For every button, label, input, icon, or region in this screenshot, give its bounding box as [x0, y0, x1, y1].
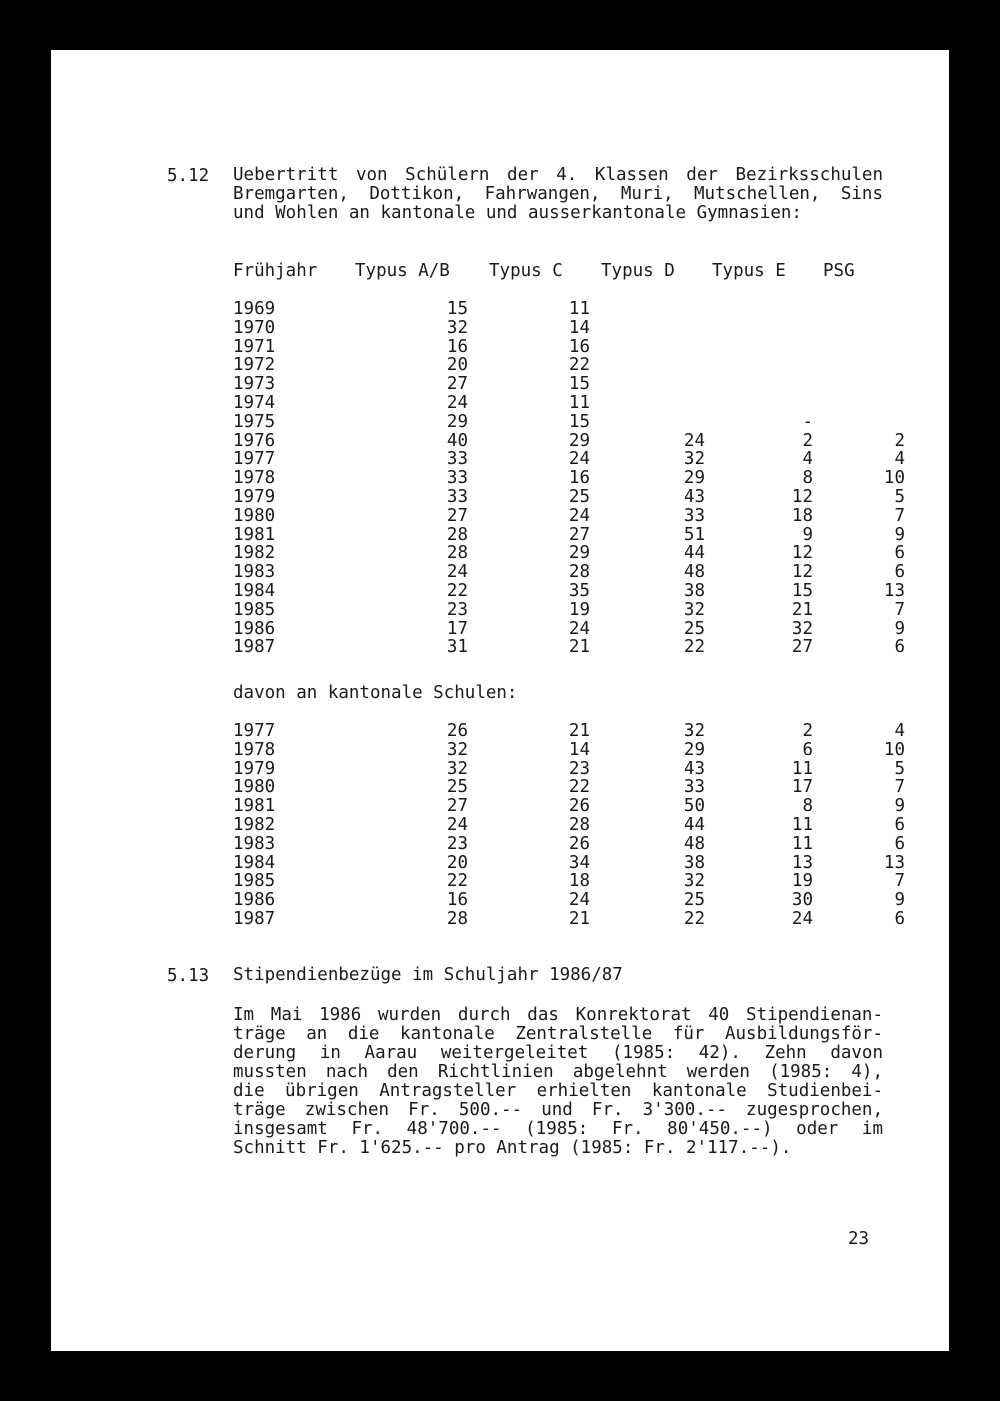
body-line: derung in Aarau weitergeleitet (1985: 42). Zehn davon	[233, 1043, 883, 1063]
section-number-5-12: 5.12	[167, 166, 210, 186]
cell-typus-c: 24	[568, 449, 590, 470]
table-row	[233, 393, 590, 413]
cell-psg: 9	[894, 618, 905, 639]
cell-typus-e: 19	[791, 871, 813, 892]
page-number: 23	[848, 1229, 870, 1249]
table-row	[233, 524, 905, 545]
table-row	[233, 909, 905, 929]
cell-typus-ab: 27	[446, 374, 468, 395]
cell-typus-d: 32	[683, 449, 705, 470]
cell-typus-ab: 22	[446, 871, 468, 892]
body-line: Schnitt Fr. 1'625.-- pro Antrag (1985: Fr. 2'117.--).	[233, 1138, 792, 1158]
cell-typus-ab: 16	[446, 890, 468, 911]
table-row	[233, 317, 590, 338]
cell-typus-e: 12	[791, 487, 813, 507]
header-psg: PSG	[823, 261, 855, 281]
header-typus-c: Typus C	[489, 261, 563, 281]
cell-typus-e: 8	[802, 468, 813, 489]
cell-typus-d: 32	[683, 871, 705, 892]
cell-typus-d: 25	[683, 890, 705, 911]
header-typus-e: Typus E	[712, 261, 786, 281]
cell-year: 1977	[233, 449, 276, 470]
section-5-13-body	[233, 1006, 883, 1158]
cell-typus-c: 19	[568, 599, 590, 620]
cell-typus-ab: 32	[446, 758, 468, 779]
cell-typus-c: 24	[568, 505, 590, 526]
cell-typus-e: 30	[791, 890, 813, 911]
cell-typus-d: 32	[683, 721, 705, 741]
cell-typus-ab: 31	[446, 637, 468, 658]
cell-typus-c: 28	[568, 562, 590, 583]
cell-typus-e: 18	[791, 505, 813, 526]
table-row	[233, 721, 905, 741]
cell-typus-c: 29	[568, 543, 590, 564]
table-row	[233, 796, 905, 817]
subheading-kantonal: davon an kantonale Schulen:	[233, 683, 518, 703]
table-row	[233, 871, 905, 892]
body-line: die übrigen Antragsteller erhielten kantonale Studienbei-	[233, 1081, 883, 1101]
table-row	[233, 468, 905, 489]
cell-typus-c: 14	[568, 739, 590, 760]
cell-typus-d: 25	[683, 618, 705, 639]
cell-psg: 10	[883, 739, 905, 760]
cell-typus-ab: 27	[446, 796, 468, 817]
cell-year: 1985	[233, 599, 276, 620]
table-row	[233, 833, 905, 854]
cell-year: 1979	[233, 758, 276, 779]
cell-typus-e: 11	[791, 758, 813, 779]
cell-year: 1985	[233, 871, 276, 892]
cell-typus-ab: 24	[446, 815, 468, 835]
cell-year: 1975	[233, 411, 276, 432]
cell-year: 1983	[233, 833, 276, 854]
cell-typus-e: 24	[791, 909, 813, 929]
cell-typus-c: 34	[568, 852, 590, 873]
cell-typus-ab: 32	[446, 739, 468, 760]
cell-typus-d: 44	[683, 815, 705, 835]
section-5-12-heading	[233, 166, 883, 223]
table-header-row	[233, 262, 883, 281]
cell-typus-ab: 20	[446, 852, 468, 873]
table-row	[233, 487, 905, 507]
cell-typus-c: 21	[568, 637, 590, 658]
cell-psg: 6	[894, 909, 905, 929]
cell-psg: 10	[883, 468, 905, 489]
cell-typus-c: 35	[568, 581, 590, 601]
body-line: insgesamt Fr. 48'700.-- (1985: Fr. 80'450.--) oder im	[233, 1119, 883, 1139]
table-row	[233, 581, 905, 601]
cell-psg: 13	[883, 852, 905, 873]
cell-typus-c: 25	[568, 487, 590, 507]
table-row	[233, 355, 590, 376]
cell-typus-c: 22	[568, 355, 590, 376]
body-line: mussten nach den Richtlinien abgelehnt werden (1985: 4),	[233, 1062, 883, 1082]
cell-typus-e: 11	[791, 815, 813, 835]
header-fruehjahr: Frühjahr	[233, 261, 318, 281]
cell-typus-e: 15	[791, 581, 813, 601]
cell-typus-c: 21	[568, 721, 590, 741]
table-row	[233, 449, 905, 470]
cell-typus-c: 24	[568, 618, 590, 639]
cell-typus-e: 2	[802, 430, 813, 451]
table-row	[233, 618, 905, 639]
cell-typus-d: 29	[683, 739, 705, 760]
table-row	[233, 430, 905, 451]
cell-typus-c: 21	[568, 909, 590, 929]
cell-typus-c: 26	[568, 796, 590, 817]
table-row	[233, 543, 905, 564]
cell-typus-d: 38	[683, 852, 705, 873]
cell-typus-ab: 25	[446, 777, 468, 798]
cell-psg: 5	[894, 758, 905, 779]
cell-typus-ab: 40	[446, 430, 468, 451]
cell-typus-c: 27	[568, 524, 590, 545]
table-row	[233, 411, 813, 432]
cell-typus-c: 14	[568, 317, 590, 338]
cell-year: 1976	[233, 430, 276, 451]
heading-line: Bremgarten, Dottikon, Fahrwangen, Muri, Mutschellen, Sins	[233, 184, 883, 204]
cell-typus-d: 43	[683, 758, 705, 779]
cell-typus-e: 9	[802, 524, 813, 545]
cell-typus-c: 22	[568, 777, 590, 798]
cell-psg: 6	[894, 637, 905, 658]
cell-typus-e: 6	[802, 739, 813, 760]
cell-typus-ab: 26	[446, 721, 468, 741]
cell-typus-d: 33	[683, 777, 705, 798]
cell-typus-c: 15	[568, 374, 590, 395]
cell-year: 1984	[233, 852, 276, 873]
cell-typus-d: 33	[683, 505, 705, 526]
cell-typus-ab: 32	[446, 317, 468, 338]
cell-typus-e: 17	[791, 777, 813, 798]
table-row	[233, 758, 905, 779]
cell-typus-d: 43	[683, 487, 705, 507]
table-row	[233, 599, 905, 620]
cell-typus-ab: 33	[446, 487, 468, 507]
cell-year: 1969	[233, 299, 276, 319]
cell-year: 1980	[233, 505, 276, 526]
cell-psg: 9	[894, 796, 905, 817]
cell-typus-e: 11	[791, 833, 813, 854]
cell-typus-c: 11	[568, 299, 590, 319]
cell-year: 1978	[233, 468, 276, 489]
cell-psg: 2	[894, 430, 905, 451]
cell-typus-c: 16	[568, 468, 590, 489]
cell-typus-d: 24	[683, 430, 705, 451]
cell-typus-c: 15	[568, 411, 590, 432]
cell-typus-c: 11	[568, 393, 590, 413]
section-5-13-title: Stipendienbezüge im Schuljahr 1986/87	[233, 965, 623, 985]
table-row	[233, 852, 905, 873]
cell-year: 1987	[233, 637, 276, 658]
cell-year: 1971	[233, 336, 276, 357]
header-typus-ab: Typus A/B	[355, 261, 450, 281]
cell-psg: 9	[894, 890, 905, 911]
cell-psg: 7	[894, 777, 905, 798]
cell-year: 1983	[233, 562, 276, 583]
cell-year: 1981	[233, 796, 276, 817]
cell-typus-e: 4	[802, 449, 813, 470]
cell-typus-ab: 24	[446, 562, 468, 583]
cell-typus-ab: 23	[446, 833, 468, 854]
cell-typus-d: 29	[683, 468, 705, 489]
cell-year: 1982	[233, 543, 276, 564]
cell-year: 1980	[233, 777, 276, 798]
table-row	[233, 890, 905, 911]
body-line: träge zwischen Fr. 500.-- und Fr. 3'300.-- zugesprochen,	[233, 1100, 883, 1120]
cell-typus-ab: 23	[446, 599, 468, 620]
cell-year: 1970	[233, 317, 276, 338]
cell-typus-d: 38	[683, 581, 705, 601]
cell-year: 1986	[233, 890, 276, 911]
cell-typus-e: 27	[791, 637, 813, 658]
cell-typus-ab: 24	[446, 393, 468, 413]
cell-typus-d: 22	[683, 909, 705, 929]
cell-typus-c: 18	[568, 871, 590, 892]
table-row	[233, 336, 590, 357]
cell-psg: 6	[894, 815, 905, 835]
cell-psg: 6	[894, 543, 905, 564]
table-row	[233, 637, 905, 658]
cell-typus-ab: 28	[446, 909, 468, 929]
cell-typus-ab: 29	[446, 411, 468, 432]
cell-typus-c: 28	[568, 815, 590, 835]
table-row	[233, 777, 905, 798]
cell-typus-ab: 28	[446, 524, 468, 545]
cell-typus-ab: 33	[446, 468, 468, 489]
cell-typus-d: 22	[683, 637, 705, 658]
cell-typus-ab: 20	[446, 355, 468, 376]
cell-psg: 7	[894, 599, 905, 620]
table-row	[233, 505, 905, 526]
cell-year: 1984	[233, 581, 276, 601]
cell-typus-ab: 33	[446, 449, 468, 470]
cell-year: 1977	[233, 721, 276, 741]
cell-psg: 6	[894, 833, 905, 854]
cell-typus-e: 12	[791, 543, 813, 564]
cell-typus-e: 13	[791, 852, 813, 873]
cell-typus-ab: 15	[446, 299, 468, 319]
cell-year: 1979	[233, 487, 276, 507]
table-row	[233, 739, 905, 760]
table-row	[233, 562, 905, 583]
body-line: Im Mai 1986 wurden durch das Konrektorat 40 Stipendienan-	[233, 1005, 883, 1025]
header-typus-d: Typus D	[601, 261, 675, 281]
cell-psg: 13	[883, 581, 905, 601]
cell-psg: 4	[894, 721, 905, 741]
cell-psg: 9	[894, 524, 905, 545]
cell-typus-e: 12	[791, 562, 813, 583]
cell-typus-ab: 17	[446, 618, 468, 639]
cell-typus-d: 44	[683, 543, 705, 564]
heading-line: Uebertritt von Schülern der 4. Klassen der Bezirksschulen	[233, 165, 883, 185]
cell-psg: 5	[894, 487, 905, 507]
section-number-5-13: 5.13	[167, 966, 210, 986]
cell-typus-ab: 28	[446, 543, 468, 564]
cell-typus-e: -	[802, 411, 813, 432]
cell-typus-d: 50	[683, 796, 705, 817]
cell-psg: 7	[894, 505, 905, 526]
cell-typus-ab: 27	[446, 505, 468, 526]
document-page	[51, 50, 949, 1351]
table-row	[233, 299, 590, 319]
cell-psg: 7	[894, 871, 905, 892]
body-line: träge an die kantonale Zentralstelle für Ausbildungsför-	[233, 1024, 883, 1044]
cell-year: 1972	[233, 355, 276, 376]
cell-typus-d: 32	[683, 599, 705, 620]
heading-line: und Wohlen an kantonale und ausserkantonale Gymnasien:	[233, 203, 802, 223]
cell-typus-c: 23	[568, 758, 590, 779]
cell-typus-d: 48	[683, 833, 705, 854]
cell-typus-e: 21	[791, 599, 813, 620]
cell-typus-e: 32	[791, 618, 813, 639]
cell-typus-c: 24	[568, 890, 590, 911]
cell-typus-c: 26	[568, 833, 590, 854]
cell-typus-ab: 16	[446, 336, 468, 357]
cell-year: 1982	[233, 815, 276, 835]
cell-year: 1986	[233, 618, 276, 639]
cell-psg: 6	[894, 562, 905, 583]
cell-typus-d: 48	[683, 562, 705, 583]
cell-typus-e: 2	[802, 721, 813, 741]
cell-typus-e: 8	[802, 796, 813, 817]
cell-year: 1973	[233, 374, 276, 395]
cell-year: 1987	[233, 909, 276, 929]
cell-year: 1981	[233, 524, 276, 545]
cell-typus-c: 16	[568, 336, 590, 357]
cell-year: 1978	[233, 739, 276, 760]
table-row	[233, 815, 905, 835]
cell-typus-d: 51	[683, 524, 705, 545]
cell-year: 1974	[233, 393, 276, 413]
cell-typus-c: 29	[568, 430, 590, 451]
table-row	[233, 374, 590, 395]
cell-psg: 4	[894, 449, 905, 470]
cell-typus-ab: 22	[446, 581, 468, 601]
